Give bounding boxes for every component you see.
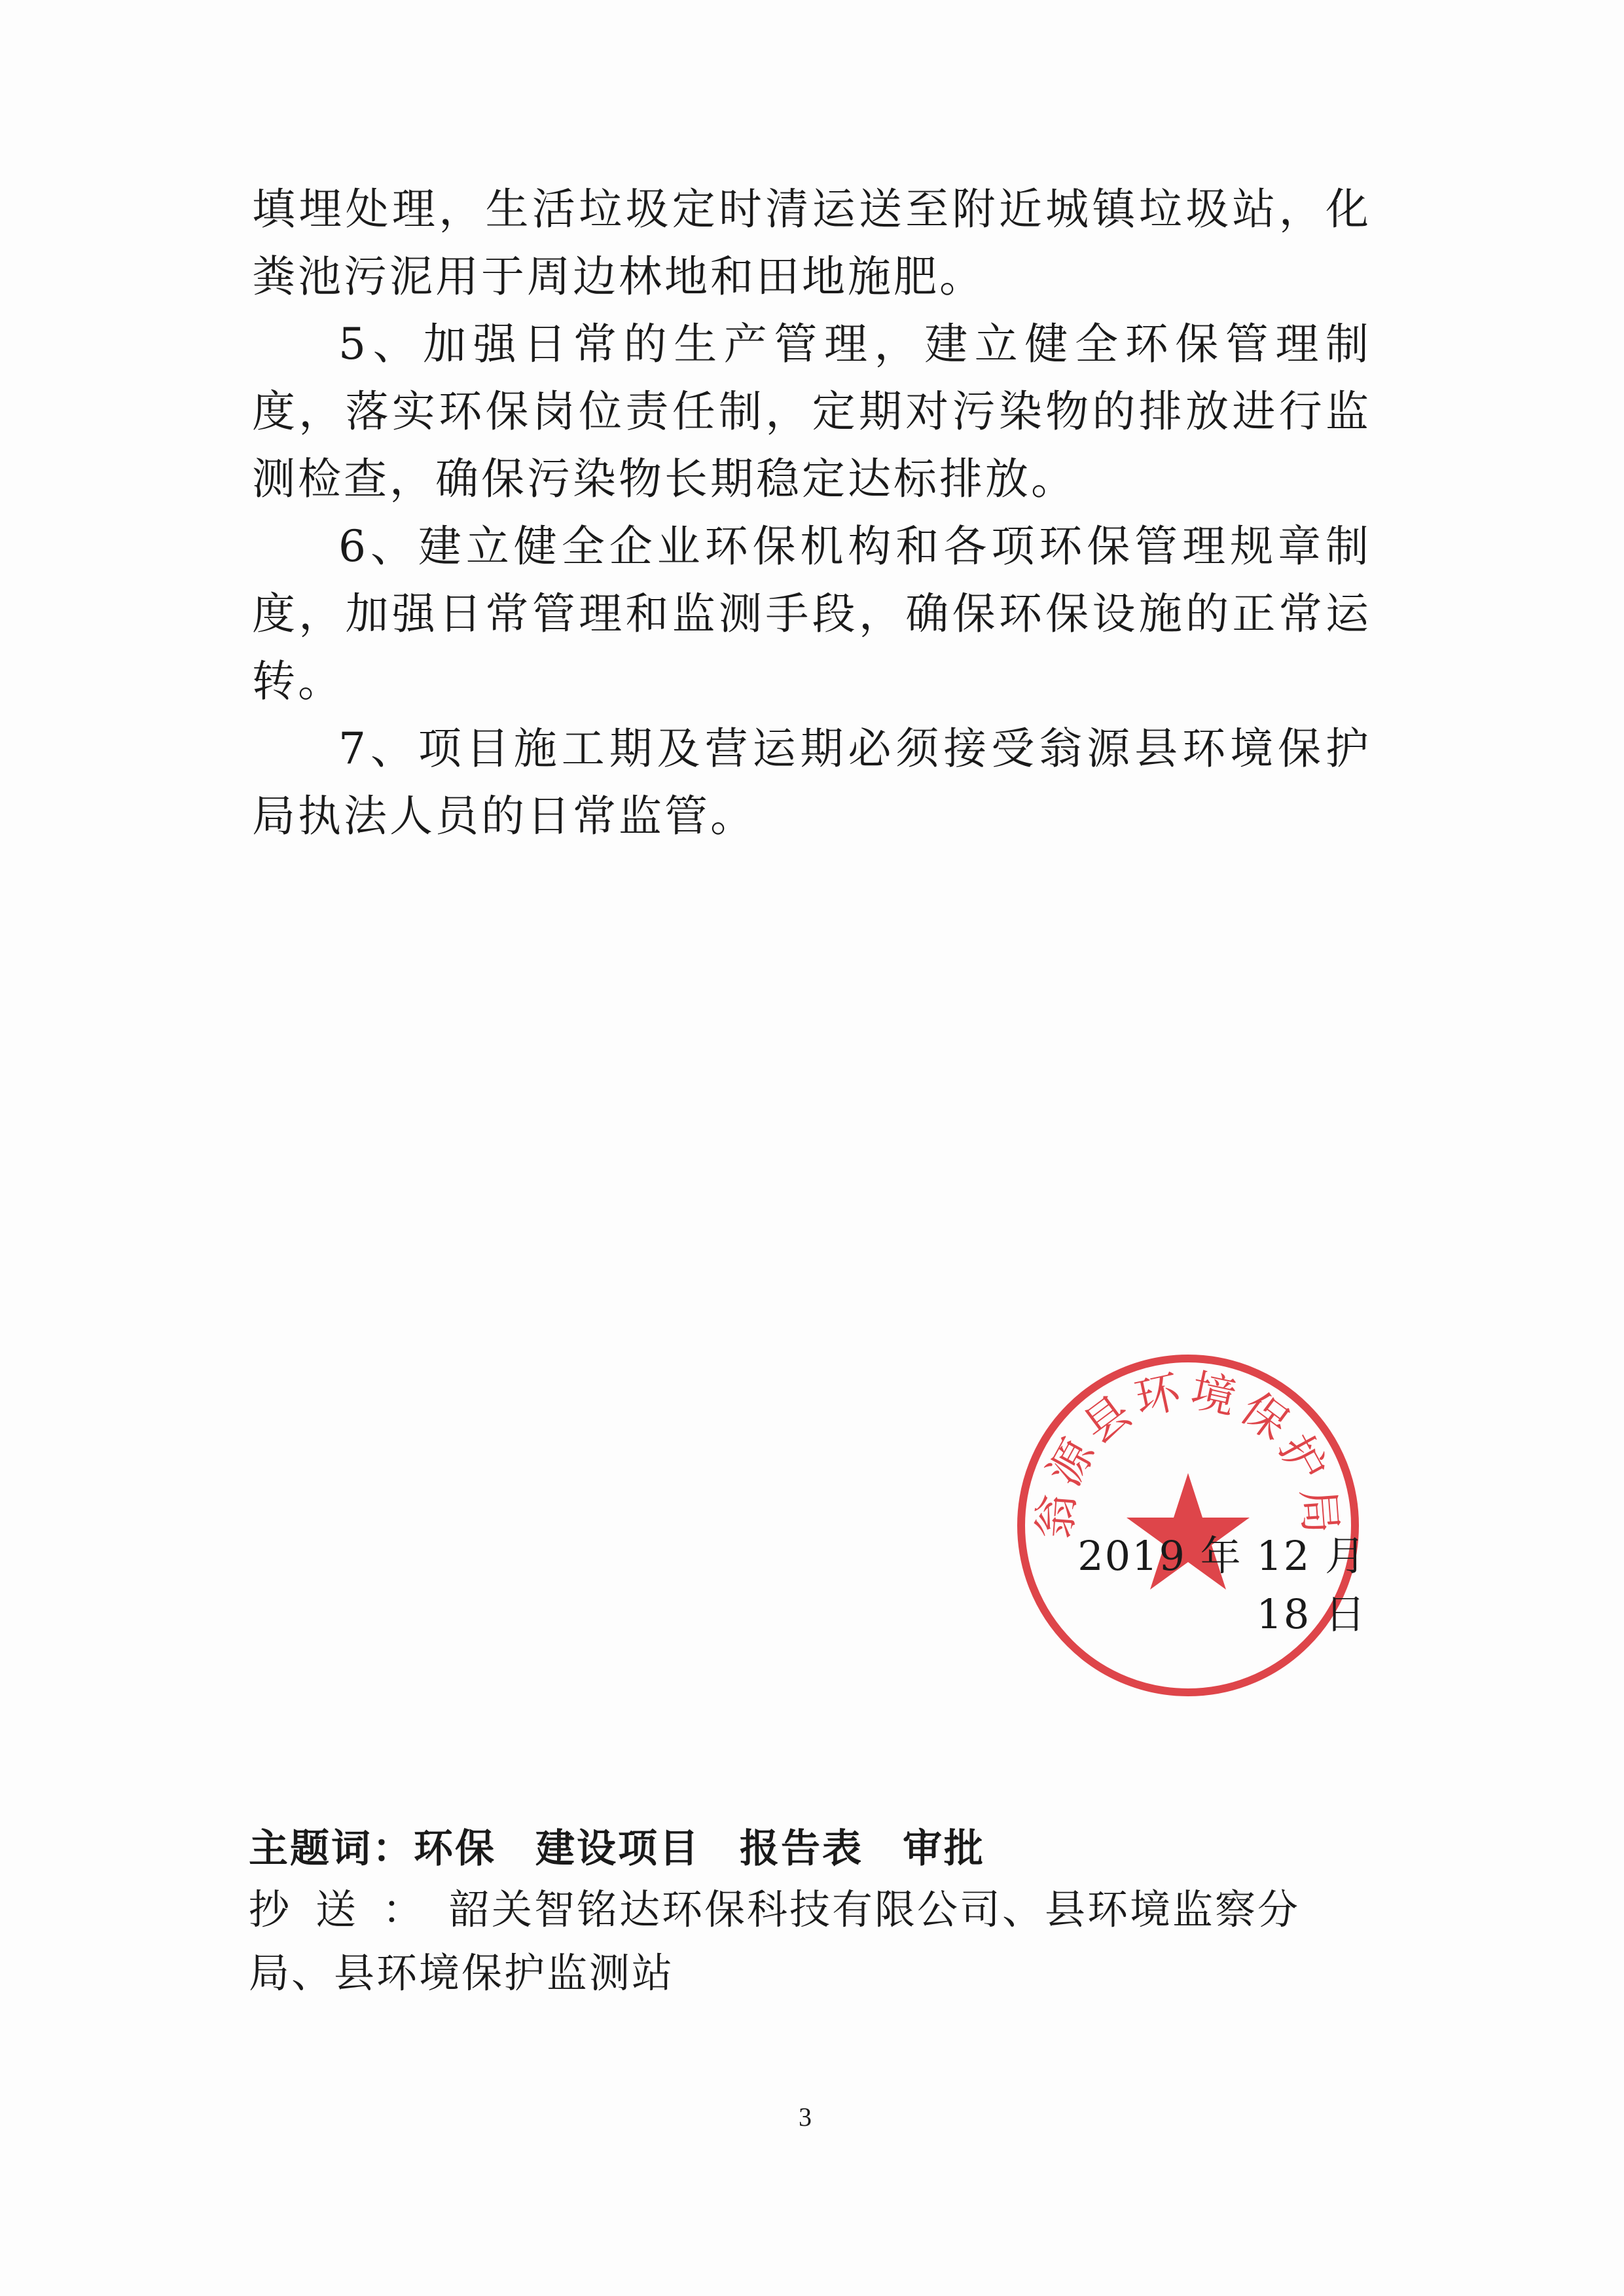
paragraph-item-7: 7、项目施工期及营运期必须接受翁源县环境保护局执法人员的日常监管。 [252, 723, 1371, 841]
paragraph-item-6: 6、建立健全企业环保机构和各项环保管理规章制度，加强日常管理和监测手段，确保环保设施的正常运转。 [252, 521, 1371, 706]
keyword-item: 建设项目 [535, 1826, 700, 1872]
copy-to [249, 1878, 1368, 2005]
paragraph-continued: 填埋处理，生活垃圾定时清运送至附近城镇垃圾站，化粪池污泥用于周边林地和田地施肥。 [252, 184, 1371, 302]
document-body [252, 175, 1371, 850]
document-date: 2019 年 12 月 18 日 [1077, 1532, 1367, 1638]
paragraph-item-5: 5、加强日常的生产管理，建立健全环保管理制度，落实环保岗位责任制，定期对污染物的排放进行监测检查，确保污染物长期稳定达标排放。 [252, 319, 1371, 504]
page-number: 3 [799, 2102, 812, 2132]
subject-keywords [249, 1817, 1024, 1874]
keyword-item: 报告表 [740, 1826, 863, 1872]
keyword-item: 环保 [414, 1826, 496, 1872]
seal-text-path: 翁源县环境保护局 [1029, 1364, 1347, 1541]
keywords-label: 主题词： [249, 1826, 414, 1872]
keyword-item: 审批 [903, 1826, 985, 1872]
copy-to-label: 抄送： [249, 1886, 450, 1933]
copy-to-recipients: 韶关智铭达环保科技有限公司、县环境监察分局、县环境保护监测站 [249, 1886, 1301, 1997]
